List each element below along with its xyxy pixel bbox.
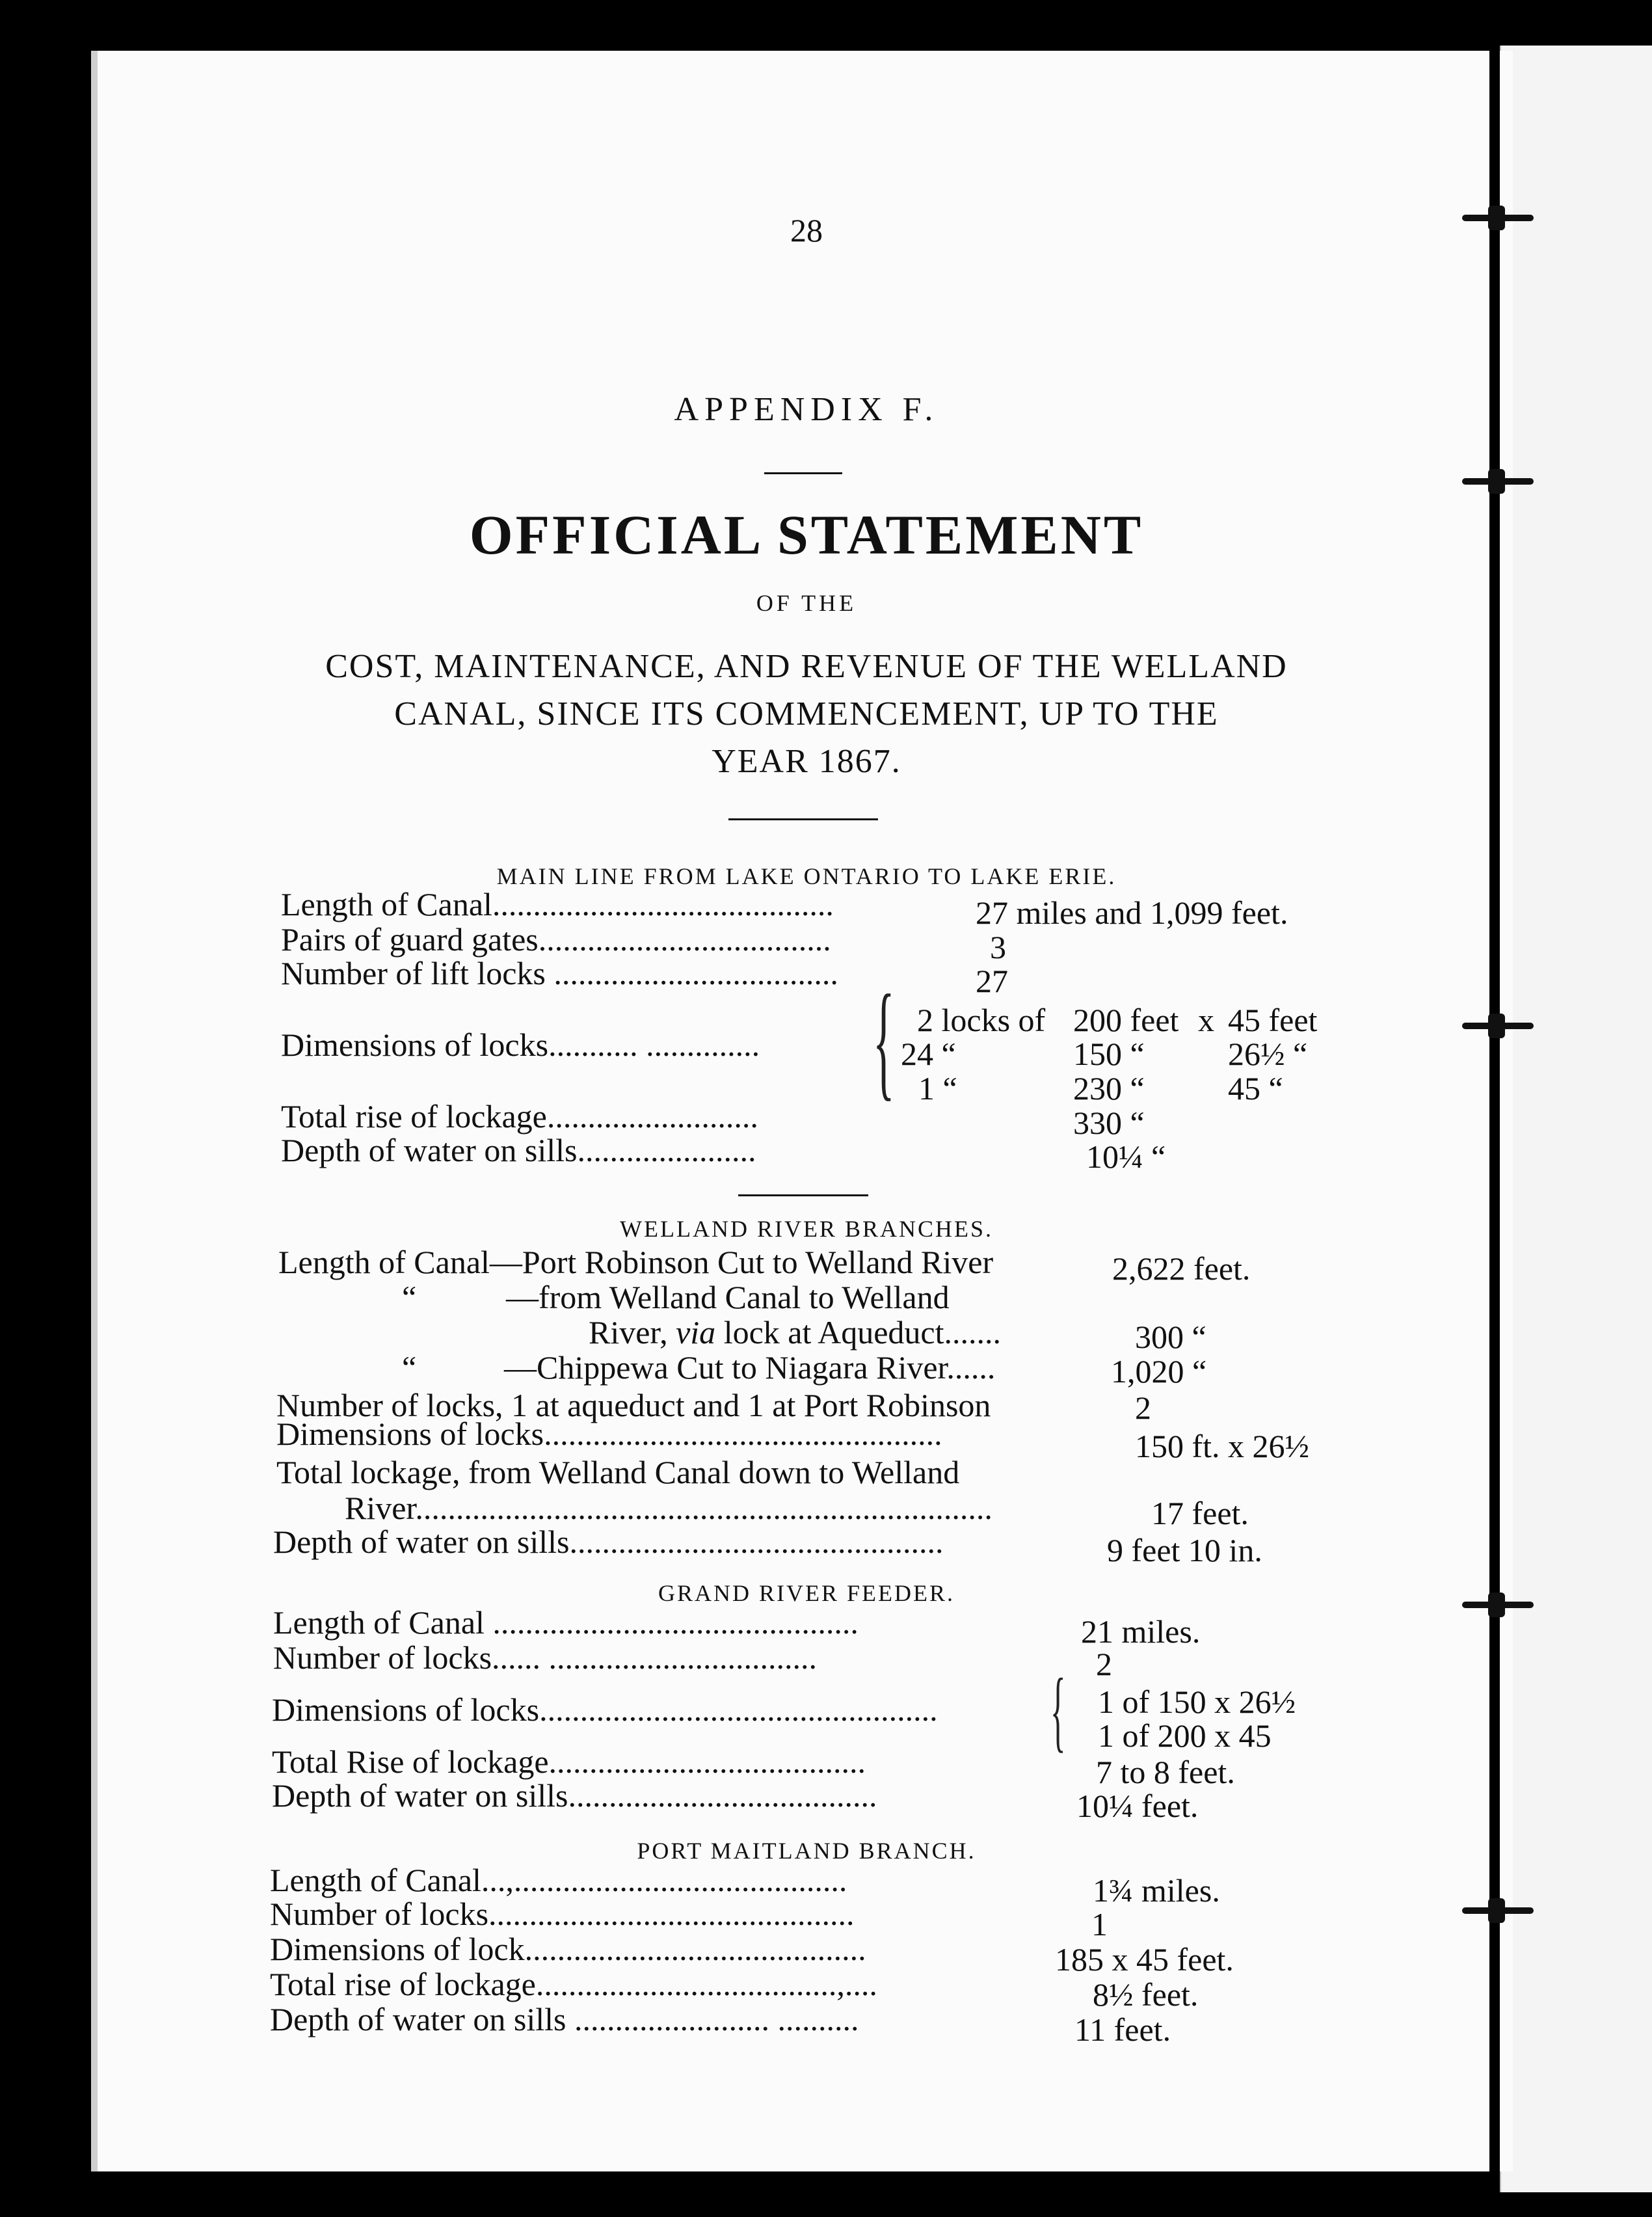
row-label: Number of locks...... ................................. [273, 1639, 818, 1676]
dimension-width: 45 feet [1228, 1002, 1318, 1038]
row-value: 7 to 8 feet. [1096, 1754, 1235, 1790]
document-title: OFFICIAL STATEMENT [469, 504, 1144, 566]
row-value: 2 [1135, 1390, 1151, 1426]
dimension-count: 24 “ [901, 1036, 956, 1072]
section-heading: MAIN LINE FROM LAKE ONTARIO TO LAKE ERIE. [496, 863, 1117, 889]
dimension-length: 200 feet [1073, 1002, 1179, 1038]
section-heading: WELLAND RIVER BRANCHES. [620, 1216, 993, 1242]
row-value: 1 [1091, 1906, 1108, 1942]
row-value: 10¼ “ [1086, 1138, 1166, 1175]
divider [764, 472, 842, 474]
section-heading: GRAND RIVER FEEDER. [658, 1580, 955, 1606]
row-label: Length of Canal.......................................... [281, 886, 834, 922]
dimension-count: 2 locks of [917, 1002, 1046, 1038]
row-label: Depth of water on sills...................... [281, 1132, 756, 1168]
row-value: 27 [976, 963, 1008, 999]
dimension-x: x [1198, 1002, 1214, 1038]
binding-stitch [1462, 478, 1534, 485]
of-the-label: OF THE [756, 590, 857, 616]
row-label: Total lockage, from Welland Canal down to Welland [276, 1454, 960, 1490]
row-label: River, via lock at Aqueduct....... [589, 1314, 1001, 1350]
row-label: Total rise of lockage.......................... [281, 1098, 758, 1135]
row-label: Number of locks............................................. [270, 1896, 855, 1932]
row-value: 185 x 45 feet. [1055, 1941, 1234, 1978]
row-label: Depth of water on sills ........................ .......... [270, 2001, 859, 2037]
row-value: 21 miles. [1081, 1613, 1201, 1650]
row-value: 27 miles and 1,099 feet. [976, 894, 1288, 931]
row-label: Total rise of lockage.....................................,.... [270, 1966, 877, 2002]
row-value: 150 ft. x 26½ [1135, 1428, 1310, 1464]
row-label: Length of Canal ............................................. [273, 1604, 859, 1641]
row-label: Depth of water on sills.............................................. [273, 1524, 944, 1560]
dimension-count: 1 “ [918, 1070, 957, 1107]
brace: { [873, 969, 895, 1112]
row-value: 8½ feet. [1093, 1976, 1199, 2013]
binding-stitch [1462, 215, 1534, 221]
page-number: 28 [790, 212, 823, 249]
row-label: Dimensions of locks........... .............. [281, 1027, 760, 1063]
row-value: 11 feet. [1074, 2011, 1171, 2048]
row-label: —from Welland Canal to Welland [506, 1279, 950, 1315]
appendix-label: APPENDIX F. [674, 391, 939, 428]
adjacent-page-edge [1500, 46, 1652, 2192]
row-value: 300 “ [1135, 1319, 1206, 1355]
subtitle-line: CANAL, SINCE ITS COMMENCEMENT, UP TO THE [394, 695, 1219, 732]
dimension-length: 150 “ [1073, 1036, 1145, 1072]
row-label: Dimensions of locks................................................. [276, 1416, 942, 1452]
row-label: Dimensions of locks................................................. [272, 1691, 938, 1728]
row-label: Number of locks, 1 at aqueduct and 1 at Port Robinson [276, 1387, 991, 1423]
row-value: 3 [990, 929, 1006, 965]
dimension-length: 230 “ [1073, 1070, 1145, 1107]
binding-stitch [1462, 1907, 1534, 1914]
row-value: 1,020 “ [1111, 1353, 1207, 1390]
ditto-mark: “ [402, 1349, 417, 1386]
row-value: 2 [1096, 1646, 1112, 1682]
row-label: Pairs of guard gates.................................... [281, 921, 831, 958]
row-label: Total Rise of lockage....................................... [272, 1743, 866, 1780]
section-heading: PORT MAITLAND BRANCH. [637, 1838, 976, 1864]
brace: { [1050, 1660, 1066, 1761]
dimension-entry: 1 of 150 x 26½ [1098, 1684, 1296, 1720]
row-label: Number of lift locks ................................... [281, 955, 838, 991]
dimension-entry: 1 of 200 x 45 [1098, 1717, 1272, 1754]
row-value: 1¾ miles. [1093, 1872, 1220, 1909]
row-label: River....................................................................... [345, 1490, 993, 1526]
dimension-width: 45 “ [1228, 1070, 1283, 1107]
dimension-width: 26½ “ [1228, 1036, 1308, 1072]
row-value: 17 feet. [1151, 1495, 1249, 1531]
ditto-mark: “ [402, 1279, 417, 1315]
row-value: 10¼ feet. [1076, 1788, 1199, 1824]
binding-stitch [1462, 1602, 1534, 1608]
row-value: 330 “ [1073, 1105, 1145, 1141]
row-label: Length of Canal...,......................................... [270, 1862, 847, 1898]
row-label: Dimensions of lock.......................................... [270, 1931, 866, 1967]
binding-edge [1489, 46, 1500, 2173]
divider [738, 1194, 868, 1196]
divider [728, 818, 878, 820]
subtitle-line: YEAR 1867. [712, 743, 901, 780]
row-label: Length of Canal—Port Robinson Cut to Welland River [278, 1244, 994, 1280]
binding-stitch [1462, 1023, 1534, 1029]
subtitle-line: COST, MAINTENANCE, AND REVENUE OF THE WELLAND [325, 648, 1288, 685]
row-value: 9 feet 10 in. [1107, 1532, 1262, 1568]
row-label: —Chippewa Cut to Niagara River...... [504, 1349, 996, 1386]
row-label: Depth of water on sills...................................... [272, 1777, 877, 1814]
row-value: 2,622 feet. [1112, 1250, 1251, 1287]
